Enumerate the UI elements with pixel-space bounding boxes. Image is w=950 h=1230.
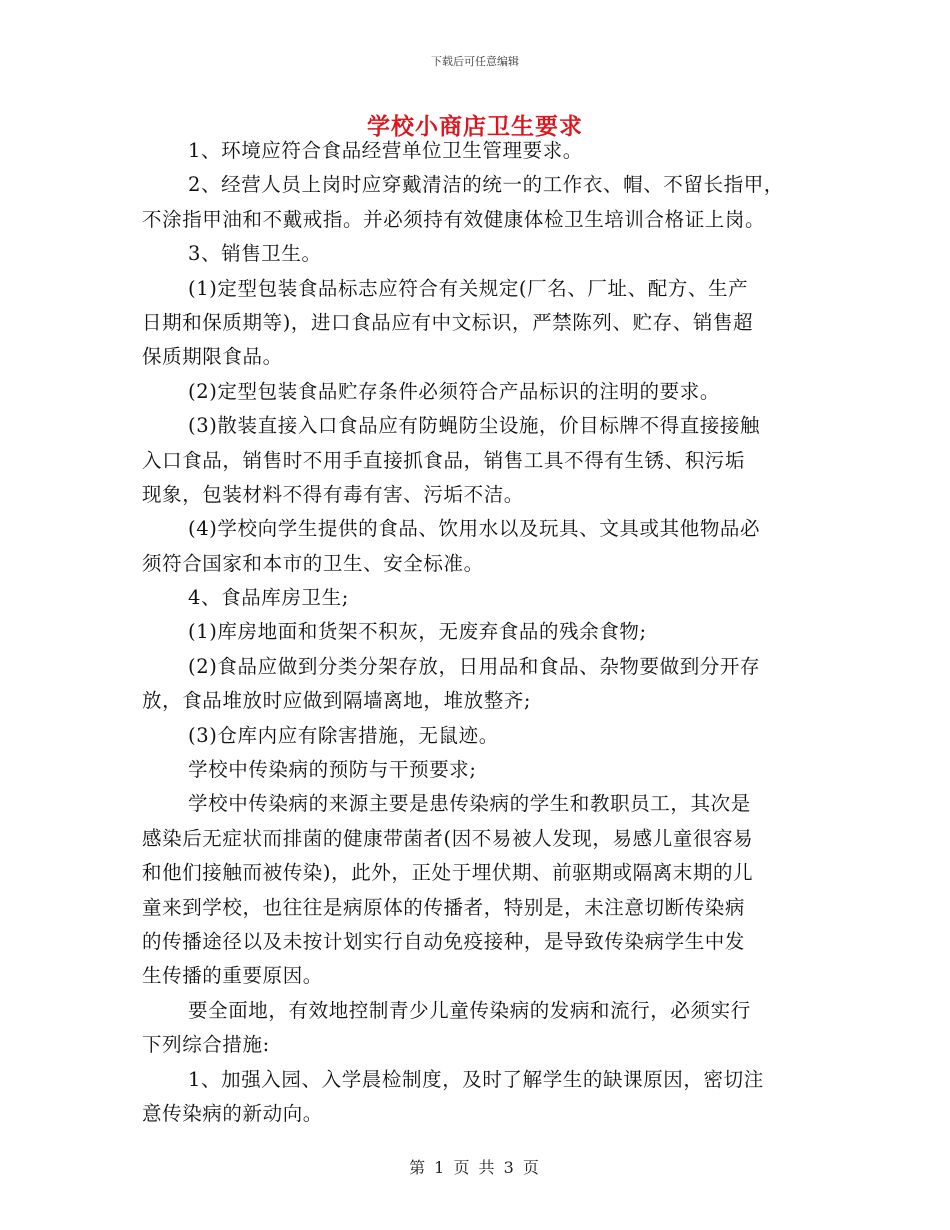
paragraph-line: 不涂指甲油和不戴戒指。并必须持有效健康体检卫生培训合格证上岗。 [142, 207, 766, 231]
paragraph-line: 学校中传染病的来源主要是患传染病的学生和教职员工，其次是 [188, 792, 751, 816]
paragraph-line: 童来到学校，也往往是病原体的传播者，特别是，未注意切断传染病 [142, 895, 746, 919]
paragraph-line: 2、经营人员上岗时应穿戴清洁的统一的工作衣、帽、不留长指甲， [188, 173, 784, 197]
paragraph-line: 日期和保质期等)，进口食品应有中文标识，严禁陈列、贮存、销售超 [142, 310, 754, 334]
paragraph-line: 要全面地，有效地控制青少儿童传染病的发病和流行，必须实行 [188, 998, 751, 1022]
paragraph-line: 的传播途径以及未按计划实行自动免疫接种，是导致传染病学生中发 [142, 929, 746, 953]
paragraph-line: 感染后无症状而排菌的健康带菌者(因不易被人发现，易感儿童很容易 [142, 826, 754, 850]
paragraph-line: (4)学校向学生提供的食品、饮用水以及玩具、文具或其他物品必 [188, 517, 761, 541]
paragraph-line: 意传染病的新动向。 [142, 1101, 323, 1125]
paragraph-line: 1、环境应符合食品经营单位卫生管理要求。 [188, 139, 583, 162]
paragraph-line: 3、销售卫生。 [188, 242, 322, 266]
paragraph-line: (1)定型包装食品标志应符合有关规定(厂名、厂址、配方、生产 [188, 276, 749, 300]
paragraph-line: 现象，包装材料不得有毒有害、污垢不洁。 [142, 482, 524, 506]
paragraph-line: (2)定型包装食品贮存条件必须符合产品标识的注明的要求。 [188, 379, 720, 403]
paragraph-line: 下列综合措施: [142, 1033, 270, 1057]
paragraph-line: 生传播的重要原因。 [142, 964, 323, 988]
paragraph-line: 4、食品库房卫生; [188, 586, 349, 610]
paragraph-line: (2)食品应做到分类分架存放，日用品和食品、杂物要做到分开存 [188, 654, 761, 678]
header-note: 下载后可任意编辑 [431, 55, 519, 68]
document-title: 学校小商店卫生要求 [367, 113, 583, 140]
paragraph-line: 和他们接触而被传染)，此外，正处于埋伏期、前驱期或隔离末期的儿 [142, 861, 754, 885]
paragraph-line: 入口食品，销售时不用手直接抓食品，销售工具不得有生锈、积污垢 [142, 448, 746, 472]
document-body [142, 134, 812, 1131]
paragraph-line: 保质期限食品。 [142, 345, 283, 369]
paragraph-line: (3)仓库内应有除害措施，无鼠迹。 [188, 723, 499, 747]
paragraph-line: (3)散装直接入口食品应有防蝇防尘设施，价目标牌不得直接接触 [188, 414, 761, 438]
page-footer: 第 1 页 共 3 页 [409, 1158, 541, 1177]
paragraph-line: 1、加强入园、入学晨检制度，及时了解学生的缺课原因，密切注 [188, 1067, 764, 1091]
paragraph-line: 须符合国家和本市的卫生、安全标准。 [142, 551, 484, 575]
paragraph-line: 放，食品堆放时应做到隔墙离地，堆放整齐; [142, 689, 532, 713]
paragraph-line: 学校中传染病的预防与干预要求; [188, 758, 477, 782]
paragraph-line: (1)库房地面和货架不积灰，无废弃食品的残余食物; [188, 620, 647, 644]
